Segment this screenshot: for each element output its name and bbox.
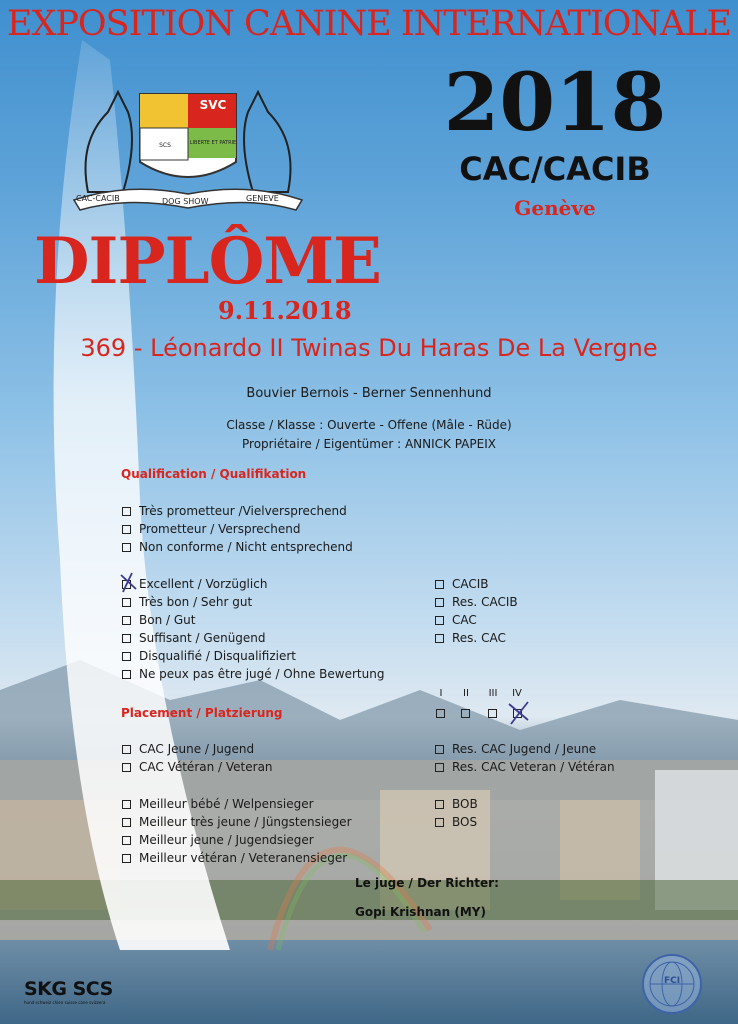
checkbox[interactable] (435, 745, 444, 754)
checkbox[interactable] (435, 818, 444, 827)
checkbox[interactable] (122, 634, 131, 643)
rank-checkbox[interactable] (461, 709, 470, 718)
qualification-group-1 (122, 504, 353, 558)
checkbox[interactable] (122, 745, 131, 754)
breed-label: Bouvier Bernois - Berner Sennenhund (246, 386, 492, 401)
checkbox[interactable] (122, 525, 131, 534)
checkbox-label: Res. CACIB (452, 595, 518, 609)
title-awards (435, 577, 518, 649)
checkbox-label: CAC Vétéran / Veteran (139, 760, 273, 774)
checkbox-label: Très bon / Sehr gut (139, 595, 253, 609)
checkbox-item[interactable] (122, 595, 384, 613)
checkbox[interactable] (435, 598, 444, 607)
dog-name: 369 - Léonardo II Twinas Du Haras De La Vergne (80, 334, 658, 362)
checkbox-item[interactable] (122, 540, 353, 558)
checkbox[interactable] (122, 763, 131, 772)
checkbox-item[interactable] (122, 504, 353, 522)
checkbox[interactable] (122, 818, 131, 827)
rank-label: II (463, 688, 469, 699)
qualification-heading: Qualification / Qualifikation (121, 467, 307, 481)
year-label: 2018 (443, 55, 667, 149)
checkbox-label: BOS (452, 815, 478, 829)
checkbox[interactable] (122, 543, 131, 552)
checkbox-item[interactable] (122, 522, 353, 540)
checkbox-label: Suffisant / Genügend (139, 631, 266, 645)
checkbox-item[interactable] (122, 851, 352, 869)
checkbox[interactable] (122, 598, 131, 607)
checkbox-item[interactable] (435, 742, 615, 760)
checkbox-label: Non conforme / Nicht entsprechend (139, 540, 353, 554)
exhibition-title: EXPOSITION CANINE INTERNATIONALE (6, 4, 732, 44)
checkbox-item[interactable] (122, 613, 384, 631)
checkbox-label: Prometteur / Versprechend (139, 522, 301, 536)
checkbox[interactable] (122, 836, 131, 845)
fci-seal-text: FCI (663, 976, 681, 986)
qualification-group-2 (122, 577, 384, 685)
checkbox-item[interactable] (435, 631, 518, 649)
checkbox-label: Meilleur bébé / Welpensieger (139, 797, 314, 811)
fci-seal (642, 954, 702, 1014)
check-mark-icon (118, 571, 140, 595)
rank-label: III (488, 688, 498, 699)
diploma-date: 9.11.2018 (218, 296, 352, 325)
class-label: Classe / Klasse : Ouverte - Offene (Mâle - Rüde) (226, 418, 512, 432)
checkbox-label: Meilleur jeune / Jugendsieger (139, 833, 314, 847)
checkbox-label: Excellent / Vorzüglich (139, 577, 268, 591)
checkbox-item[interactable] (435, 797, 478, 815)
logo-emblem-text: SVC (199, 98, 227, 112)
checkbox[interactable] (435, 616, 444, 625)
checkbox-item[interactable] (122, 797, 352, 815)
checkbox-label: BOB (452, 797, 478, 811)
logo-banner-right: GENEVE (246, 194, 279, 203)
checkbox-label: Bon / Gut (139, 613, 196, 627)
checkbox-label: CACIB (452, 577, 489, 591)
skg-logo-subtitle: hund schweiz chien suisse cane svizzera (24, 1000, 106, 1005)
checkbox[interactable] (122, 652, 131, 661)
checkbox-item[interactable] (122, 760, 273, 778)
checkbox[interactable] (122, 616, 131, 625)
checkbox-label: CAC Jeune / Jugend (139, 742, 255, 756)
check-mark-icon (506, 700, 532, 726)
svc-logo (68, 82, 308, 212)
rank-label: I (439, 688, 443, 699)
checkbox-label: CAC (452, 613, 477, 627)
checkbox-item[interactable] (122, 667, 384, 685)
checkbox-item[interactable] (435, 613, 518, 631)
placement-heading: Placement / Platzierung (121, 706, 283, 720)
judge-label: Le juge / Der Richter: (355, 876, 499, 890)
rank-checkbox[interactable] (488, 709, 497, 718)
checkbox-label: Res. CAC (452, 631, 506, 645)
logo-motto: LIBERTE ET PATRIE (189, 140, 237, 146)
checkbox[interactable] (435, 580, 444, 589)
diploma-title: DIPLÔME (34, 224, 381, 299)
checkbox-item[interactable] (122, 649, 384, 667)
owner-label: Propriétaire / Eigentümer : ANNICK PAPEIX (242, 437, 496, 451)
checkbox-label: Ne peux pas être jugé / Ohne Bewertung (139, 667, 385, 681)
checkbox-item[interactable] (122, 742, 273, 760)
logo-graphic (68, 82, 308, 212)
checkbox[interactable] (122, 670, 131, 679)
checkbox-item[interactable] (122, 833, 352, 851)
city-label: Genève (514, 196, 596, 220)
placement-group-b (122, 797, 352, 869)
checkbox-label: Meilleur très jeune / Jüngstensieger (139, 815, 352, 829)
checkbox-item[interactable] (122, 631, 384, 649)
checkbox-item[interactable] (435, 815, 478, 833)
placement-reserve-group (435, 742, 615, 778)
award-label: CAC/CACIB (459, 150, 651, 188)
logo-badge: SCS (159, 142, 171, 149)
logo-banner-middle: DOG SHOW (162, 197, 209, 206)
checkbox-label: Meilleur vétéran / Veteranensieger (139, 851, 348, 865)
checkbox[interactable] (122, 854, 131, 863)
checkbox-label: Res. CAC Veteran / Vétéran (452, 760, 615, 774)
rank-label: IV (512, 688, 522, 699)
checkbox[interactable] (435, 763, 444, 772)
checkbox-label: Disqualifié / Disqualifiziert (139, 649, 296, 663)
checkbox[interactable] (435, 634, 444, 643)
checkbox[interactable] (122, 507, 131, 516)
placement-group-a (122, 742, 273, 778)
checkbox-item[interactable] (122, 577, 384, 595)
skg-logo: SKG SCS (24, 978, 113, 1000)
logo-banner-left: CAC-CACIB (76, 194, 120, 203)
checkbox-item[interactable] (435, 595, 518, 613)
best-of-breed-group (435, 797, 478, 833)
checkbox[interactable] (122, 800, 131, 809)
rank-checkbox[interactable] (436, 709, 445, 718)
checkbox[interactable] (435, 800, 444, 809)
checkbox-label: Très prometteur /Vielversprechend (139, 504, 347, 518)
judge-name: Gopi Krishnan (MY) (355, 905, 486, 919)
checkbox-item[interactable] (435, 760, 615, 778)
checkbox-item[interactable] (435, 577, 518, 595)
checkbox-item[interactable] (122, 815, 352, 833)
checkbox-label: Res. CAC Jugend / Jeune (452, 742, 597, 756)
